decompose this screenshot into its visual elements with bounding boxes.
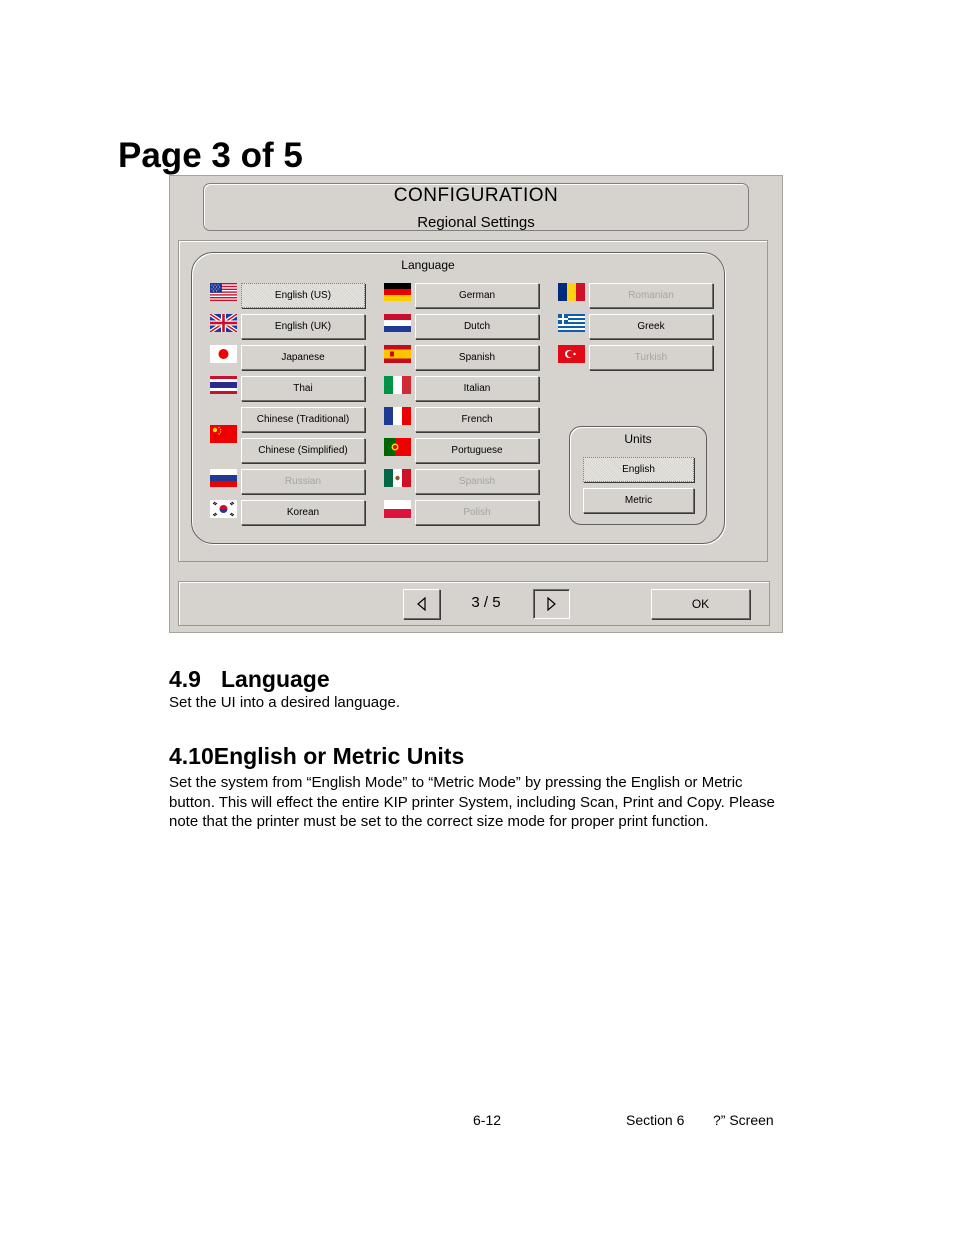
- language-button-french[interactable]: French: [415, 407, 539, 432]
- language-button-turkish[interactable]: Turkish: [589, 345, 713, 370]
- ok-button[interactable]: OK: [651, 589, 750, 619]
- footer-section: Section 6: [626, 1112, 685, 1128]
- language-button-italian[interactable]: Italian: [415, 376, 539, 401]
- language-heading-label: Language: [401, 258, 455, 272]
- turkey-flag-icon: [558, 345, 585, 363]
- poland-flag-icon: [384, 500, 411, 518]
- language-heading: [191, 258, 725, 272]
- section-body-language: Set the UI into a desired language.: [169, 694, 400, 711]
- greece-flag-icon: [558, 314, 585, 332]
- language-button-polish[interactable]: Polish: [415, 500, 539, 525]
- metric-units-button[interactable]: Metric: [583, 488, 694, 513]
- us-flag-icon: [210, 283, 237, 301]
- section-title: Language: [221, 666, 330, 692]
- japan-flag-icon: [210, 345, 237, 363]
- units-heading-label: Units: [624, 432, 652, 446]
- portugal-flag-icon: [384, 438, 411, 456]
- page-title: Page 3 of 5: [118, 136, 303, 175]
- footer-page-number: 6-12: [473, 1112, 502, 1128]
- triangle-left-icon: [404, 590, 439, 618]
- dialog-title: CONFIGURATION: [393, 185, 559, 206]
- language-button-thai[interactable]: Thai: [241, 376, 365, 401]
- units-heading: [569, 432, 707, 446]
- mexico-flag-icon: [384, 469, 411, 487]
- previous-page-button[interactable]: [403, 589, 440, 619]
- language-button-english-us[interactable]: English (US): [241, 283, 365, 308]
- uk-flag-icon: [210, 314, 237, 332]
- triangle-right-icon: [534, 590, 569, 618]
- section-title: English or Metric Units: [213, 743, 465, 769]
- language-button-german[interactable]: German: [415, 283, 539, 308]
- language-button-russian[interactable]: Russian: [241, 469, 365, 494]
- language-button-greek[interactable]: Greek: [589, 314, 713, 339]
- section-heading-units: [169, 743, 464, 770]
- spain-flag-icon: [384, 345, 411, 363]
- language-button-romanian[interactable]: Romanian: [589, 283, 713, 308]
- italy-flag-icon: [384, 376, 411, 394]
- english-units-button[interactable]: English: [583, 457, 694, 482]
- page-indicator: 3 / 5: [471, 594, 501, 611]
- romania-flag-icon: [558, 283, 585, 301]
- language-button-english-uk[interactable]: English (UK): [241, 314, 365, 339]
- language-button-korean[interactable]: Korean: [241, 500, 365, 525]
- language-button-spanish-mexico[interactable]: Spanish: [415, 469, 539, 494]
- thailand-flag-icon: [210, 376, 237, 394]
- korea-flag-icon: [210, 500, 237, 518]
- language-button-japanese[interactable]: Japanese: [241, 345, 365, 370]
- language-button-chinese-traditional[interactable]: Chinese (Traditional): [241, 407, 365, 432]
- section-body-units: Set the system from “English Mode” to “Metric Mode” by pressing the English or Metric button. This will effect the entire KIP printer System, including Scan, Print and Copy. Please note that the printer must be set to the correct size mode for proper print function.: [169, 774, 775, 830]
- section-number: 4.10: [169, 743, 214, 769]
- language-button-spanish[interactable]: Spanish: [415, 345, 539, 370]
- dialog-subtitle: Regional Settings: [417, 214, 535, 231]
- netherlands-flag-icon: [384, 314, 411, 332]
- footer-screen: ?” Screen: [713, 1112, 774, 1128]
- next-page-button[interactable]: [533, 589, 570, 619]
- language-button-portuguese[interactable]: Portuguese: [415, 438, 539, 463]
- language-button-chinese-simplified[interactable]: Chinese (Simplified): [241, 438, 365, 463]
- russia-flag-icon: [210, 469, 237, 487]
- germany-flag-icon: [384, 283, 411, 301]
- section-heading-language: [169, 666, 330, 693]
- china-flag-icon: [210, 425, 237, 443]
- language-button-dutch[interactable]: Dutch: [415, 314, 539, 339]
- france-flag-icon: [384, 407, 411, 425]
- section-number: 4.9: [169, 666, 201, 692]
